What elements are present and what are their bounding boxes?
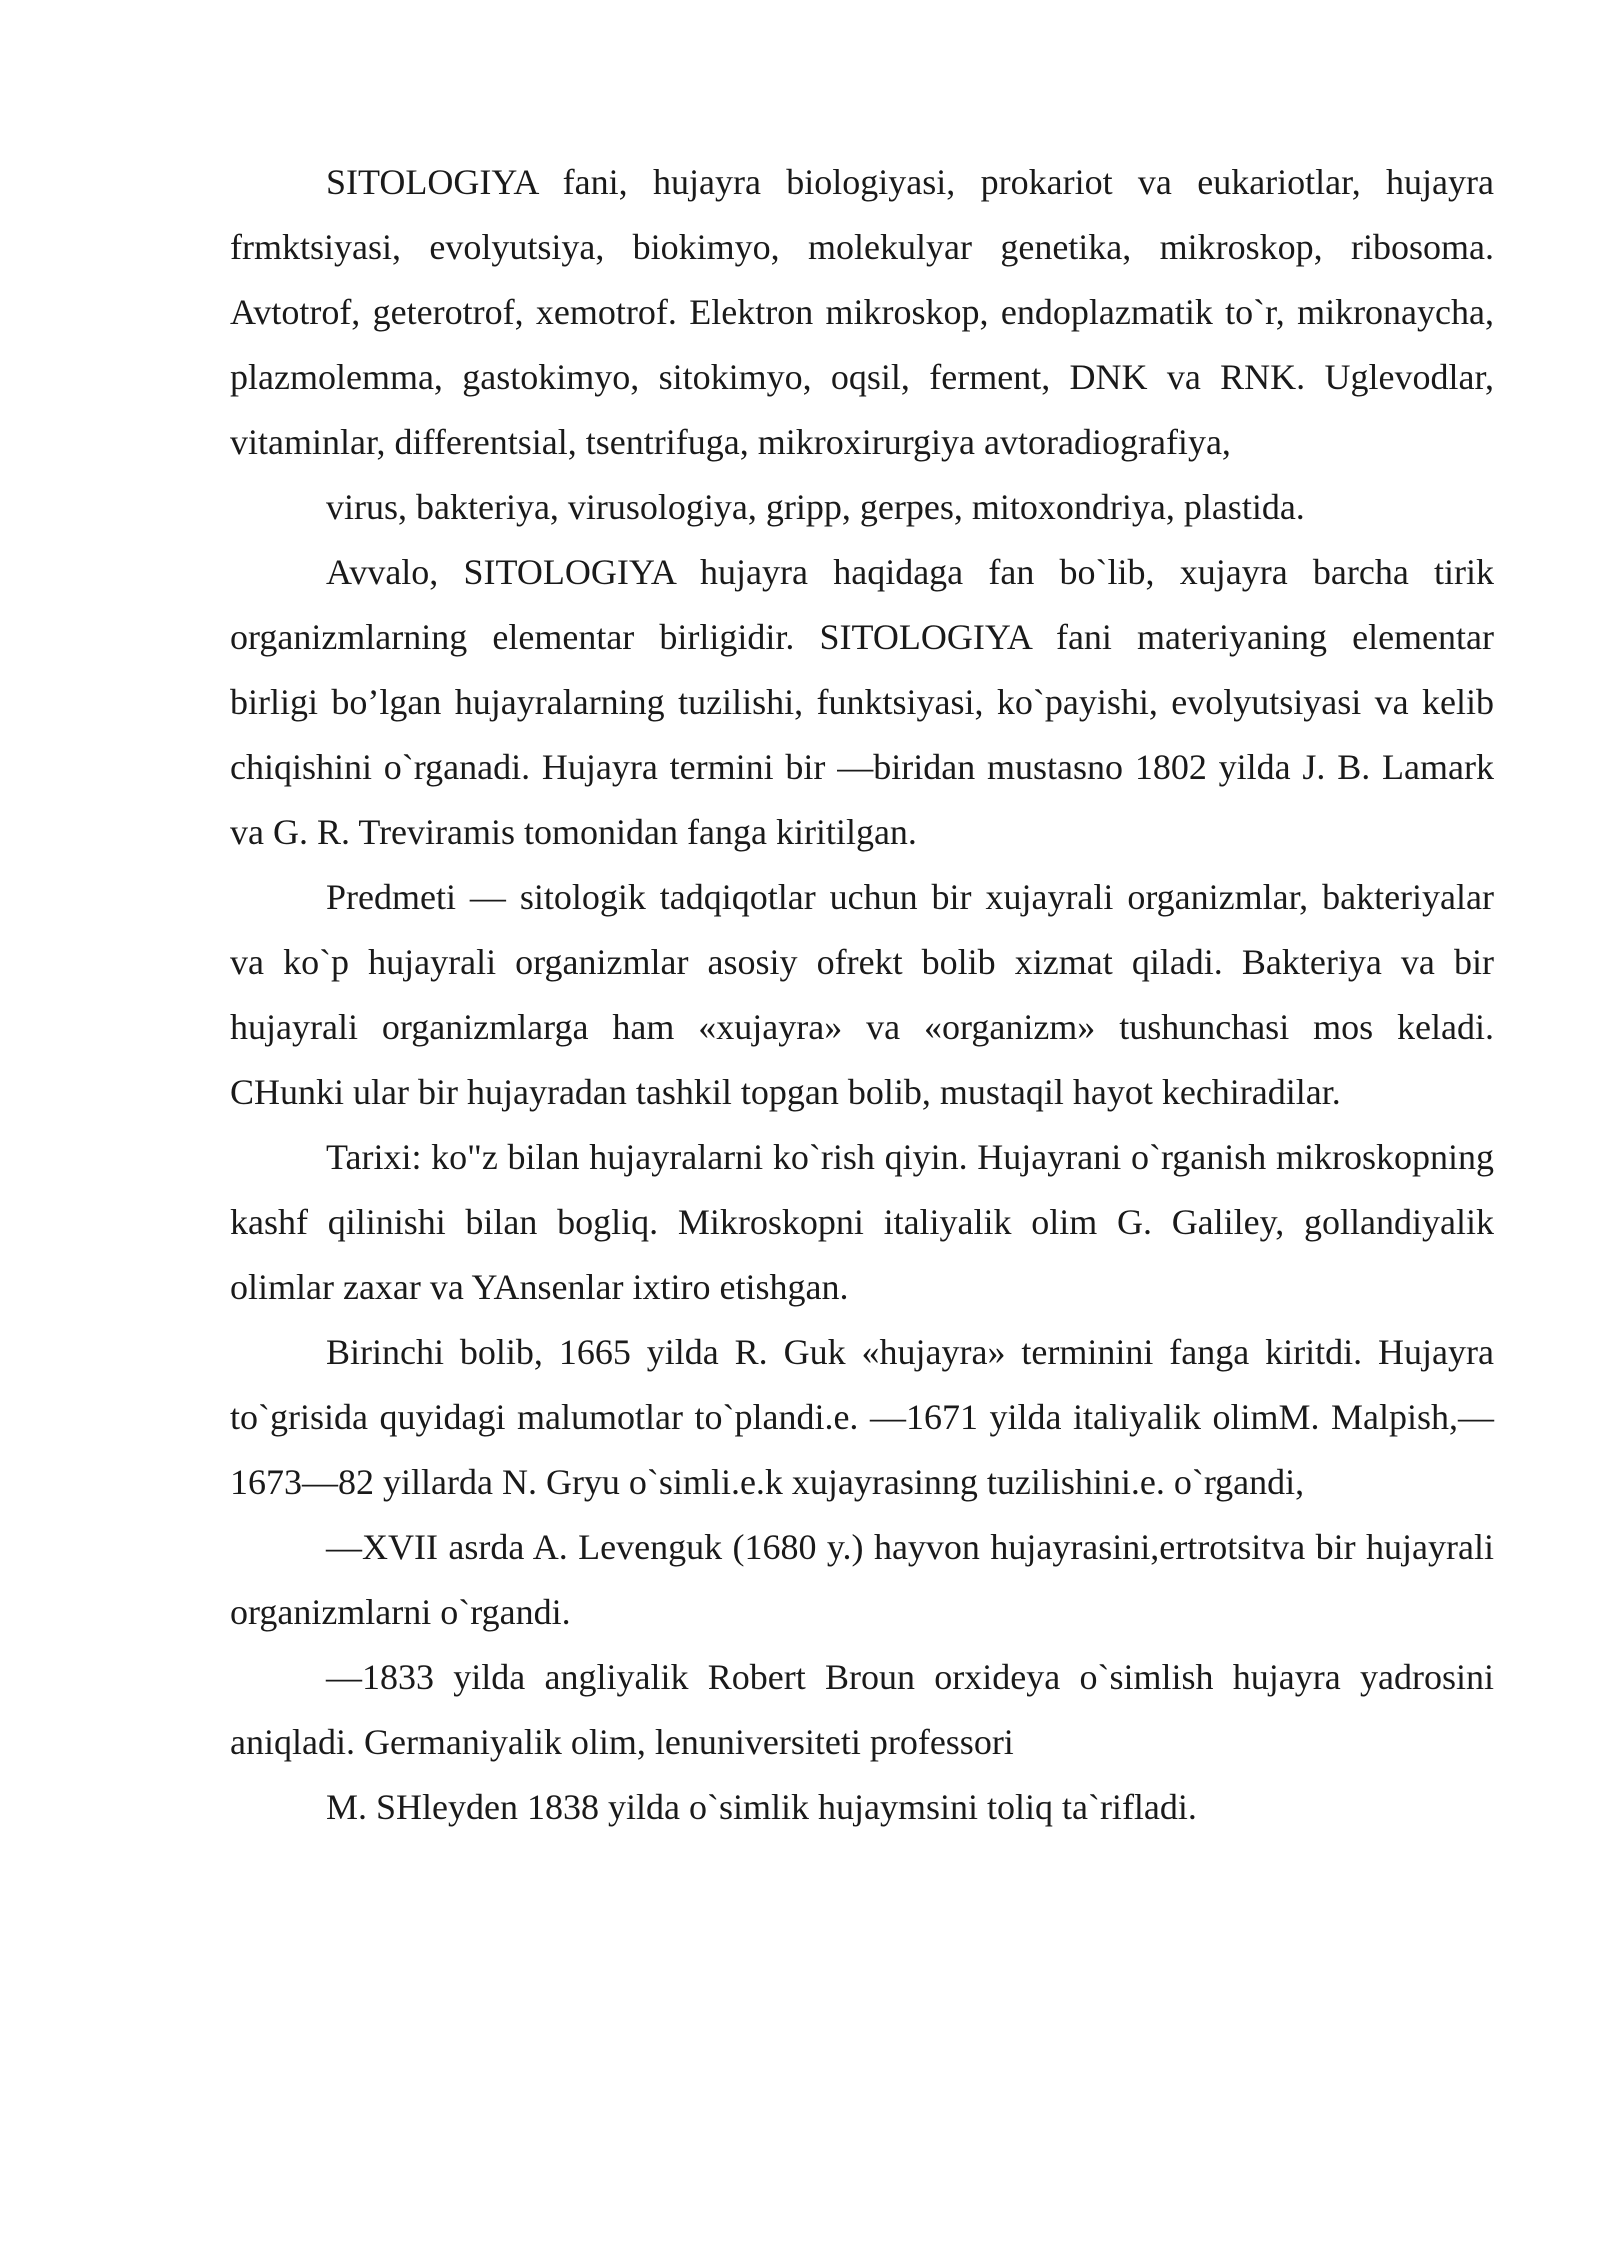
paragraph-introduction: Avvalo, SITOLOGIYA hujayra haqidaga fan bo`lib, xujayra barcha tirik organizmlarning elementar birligidir. SITOLOGIYA fani materiyaning elementar birligi bo’lgan hujayralarning tuzilishi, funktsiyasi, ko`payishi, evolyutsiyasi va kelib chiqishini o`rganadi. Hujayra termini bir —biridan mustasno 1802 yilda J. B. Lamark va G. R. Treviramis tomonidan fanga kiritilgan. [230,552,1494,852]
paragraph-history: Tarixi: ko"z bilan hujayralarni ko`rish qiyin. Hujayrani o`rganish mikroskopning kashf qilinishi bilan bogliq. Mikroskopni italiyalik olim G. Galiley, gollandiyalik olimlar zaxar va YAnsenlar ixtiro etishgan. [230,1137,1494,1307]
paragraph-subject: Predmeti — sitologik tadqiqotlar uchun bir xujayrali organizmlar, bakteriyalar va ko`p hujayrali organizmlar asosiy ofrekt bolib xizmat qiladi. Bakteriya va bir hujayrali organizmlarga ham «xujayra» va «organizm» tushunchasi mos keladi. CHunki ular bir hujayradan tashkil topgan bolib, mustaqil hayot kechiradilar. [230,877,1494,1112]
paragraph-keywords: SITOLOGIYA fani, hujayra biologiyasi, prokariot va eukariotlar, hujayra frmktsiyasi, evolyutsiya, biokimyo, molekulyar genetika, mikroskop, ribosoma. Avtotrof, geterotrof, xemotrof. Elektron mikroskop, endoplazmatik to`r, mikronaycha, plazmolemma, gastokimyo, sitokimyo, oqsil, ferment, DNK va RNK. Uglevodlar, vitaminlar, differentsial, tsentrifuga, mikroxirurgiya avtoradiografiya, [230,162,1494,462]
paragraph-hooke: Birinchi bolib, 1665 yilda R. Guk «hujayra» terminini fanga kiritdi. Hujayra to`grisida quyidagi malumotlar to`plandi.e. —1671 yilda italiyalik olimM. Malpish,—1673—82 yillarda N. Gryu o`simli.e.k xujayrasinng tuzilishini.e. o`rgandi, [230,1332,1494,1502]
paragraph-keywords-continued: virus, bakteriya, virusologiya, gripp, gerpes, mitoxondriya, plastida. [326,487,1305,527]
paragraph-leeuwenhoek: —XVII asrda A. Levenguk (1680 y.) hayvon hujayrasini,ertrotsitva bir hujayrali organizmlarni o`rgandi. [230,1527,1494,1632]
paragraph-schleiden: M. SHleyden 1838 yilda o`simlik hujaymsini toliq ta`rifladi. [326,1787,1197,1827]
paragraph-brown: —1833 yilda angliyalik Robert Broun orxideya o`simlish hujayra yadrosini aniqladi. Germaniyalik olim, lenuniversiteti professori [230,1657,1494,1762]
document-page [230,150,1494,1840]
